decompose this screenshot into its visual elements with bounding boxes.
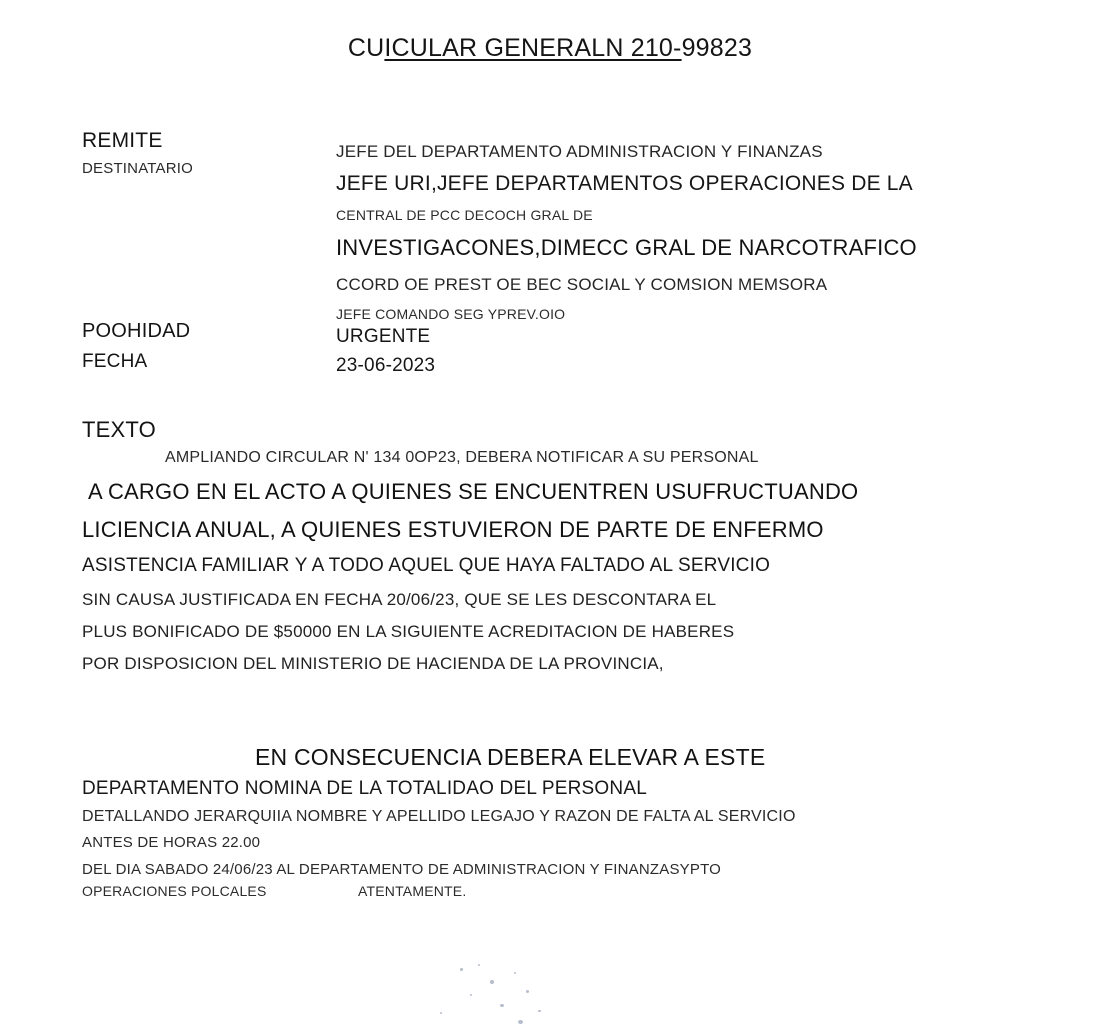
destinatario-line-3: INVESTIGACONES,DIMECC GRAL DE NARCOTRAFICO [336, 235, 917, 260]
consecuencia-line-2: DEPARTAMENTO NOMINA DE LA TOTALIDAO DEL PERSONAL [82, 778, 647, 799]
remite-value: JEFE DEL DEPARTAMENTO ADMINISTRACION Y FINANZAS [336, 142, 823, 161]
closing-text: ATENTAMENTE. [358, 883, 467, 899]
texto-line-2: A CARGO EN EL ACTO A QUIENES SE ENCUENTREN USUFRUCTUANDO [88, 479, 859, 504]
destinatario-label: DESTINATARIO [82, 160, 194, 177]
title-suffix: 99823 [681, 34, 753, 62]
fecha-label: FECHA [82, 351, 148, 372]
remite-label: REMITE [82, 129, 163, 152]
consecuencia-line-5: DEL DIA SABADO 24/06/23 AL DEPARTAMENTO DE ADMINISTRACION Y FINANZASYPTO [82, 861, 722, 878]
consecuencia-line-1: EN CONSECUENCIA DEBERA ELEVAR A ESTE [255, 744, 766, 770]
prioridad-value: URGENTE [336, 326, 431, 347]
consecuencia-line-4: ANTES DE HORAS 22.00 [82, 834, 261, 851]
fecha-value: 23-06-2023 [336, 355, 436, 376]
texto-line-3: LICIENCIA ANUAL, A QUIENES ESTUVIERON DE PARTE DE ENFERMO [82, 517, 824, 542]
destinatario-line-5: JEFE COMANDO SEG YPREV.OIO [336, 306, 566, 322]
stamp-remnant [430, 960, 590, 1030]
texto-label: TEXTO [82, 417, 156, 442]
texto-line-7: POR DISPOSICION DEL MINISTERIO DE HACIENDA DE LA PROVINCIA, [82, 654, 664, 673]
destinatario-line-1: JEFE URI,JEFE DEPARTAMENTOS OPERACIONES DE LA [336, 172, 913, 195]
consecuencia-line-3: DETALLANDO JERARQUIIA NOMBRE Y APELLIDO LEGAJO Y RAZON DE FALTA AL SERVICIO [82, 808, 796, 825]
texto-line-5: SIN CAUSA JUSTIFICADA EN FECHA 20/06/23, QUE SE LES DESCONTARA EL [82, 590, 717, 609]
title-prefix: CU [347, 34, 385, 62]
texto-line-1: AMPLIANDO CIRCULAR N' 134 0OP23, DEBERA NOTIFICAR A SU PERSONAL [165, 449, 759, 466]
document-title [0, 36, 1100, 61]
destinatario-line-2: CENTRAL DE PCC DECOCH GRAL DE [336, 207, 593, 223]
destinatario-line-4: CCORD OE PREST OE BEC SOCIAL Y COMSION MEMSORA [336, 275, 828, 294]
prioridad-label: POOHIDAD [82, 320, 191, 342]
texto-line-4: ASISTENCIA FAMILIAR Y A TODO AQUEL QUE HAYA FALTADO AL SERVICIO [82, 555, 771, 576]
texto-line-6: PLUS BONIFICADO DE $50000 EN LA SIGUIENTE ACREDITACION DE HABERES [82, 622, 735, 641]
title-underlined: ICULAR GENERALN 210- [384, 34, 682, 62]
consecuencia-line-6: OPERACIONES POLCALES [82, 883, 267, 899]
